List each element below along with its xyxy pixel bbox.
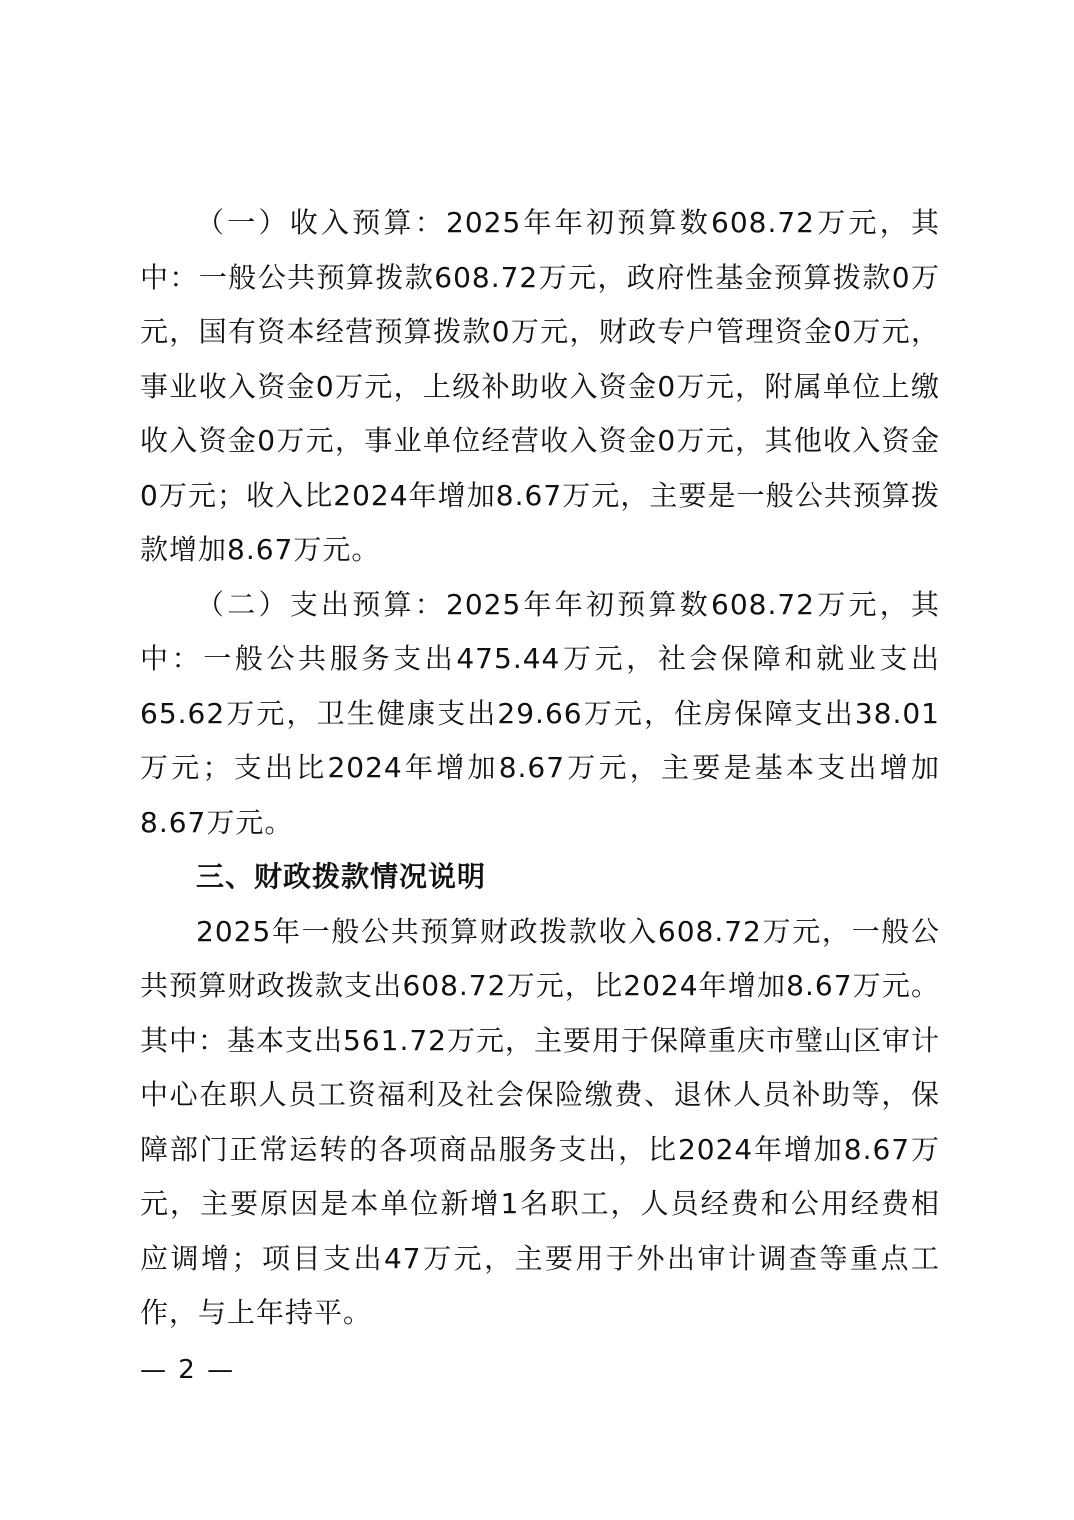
document-body bbox=[140, 196, 940, 1341]
paragraph-appropriation-detail: 2025年一般公共预算财政拨款收入608.72万元，一般公共预算财政拨款支出608.72万元，比2024年增加8.67万元。其中：基本支出561.72万元，主要用于保障重庆市璧山区审计中心在职人员工资福利及社会保险缴费、退休人员补助等，保障部门正常运转的各项商品服务支出，比2024年增加8.67万元，主要原因是本单位新增1名职工，人员经费和公用经费相应调增；项目支出47万元，主要用于外出审计调查等重点工作，与上年持平。 bbox=[140, 914, 940, 1329]
paragraph-income-budget: （一）收入预算：2025年年初预算数608.72万元，其中：一般公共预算拨款608.72万元，政府性基金预算拨款0万元，国有资本经营预算拨款0万元，财政专户管理资金0万元，事业收入资金0万元，上级补助收入资金0万元，附属单位上缴收入资金0万元，事业单位经营收入资金0万元，其他收入资金0万元；收入比2024年增加8.67万元，主要是一般公共预算拨款增加8.67万元。 bbox=[140, 206, 940, 566]
page-number: — 2 — bbox=[140, 1355, 236, 1385]
section-heading: 三、财政拨款情况说明 bbox=[196, 860, 487, 893]
paragraph-expense-budget: （二）支出预算：2025年年初预算数608.72万元，其中：一般公共服务支出475.44万元，社会保障和就业支出65.62万元，卫生健康支出29.66万元，住房保障支出38.01万元；支出比2024年增加8.67万元，主要是基本支出增加8.67万元。 bbox=[140, 587, 940, 839]
